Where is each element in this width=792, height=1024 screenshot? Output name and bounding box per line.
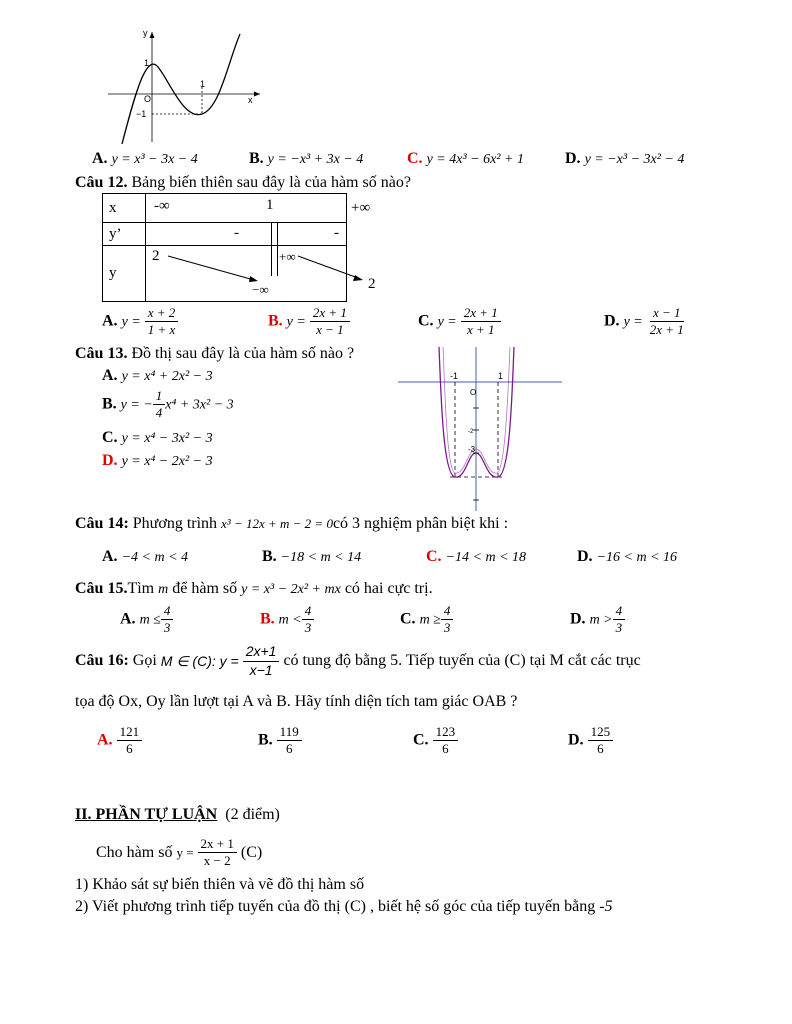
q14-post: có 3 nghiệm phân biệt khi : — [332, 515, 509, 532]
q16-set: M ∈ (C): y = — [160, 652, 239, 669]
option-expr: y = x³ − 3x − 4 — [111, 152, 198, 167]
option-expr: −18 < m < 14 — [280, 550, 362, 565]
option-fraction — [647, 305, 687, 339]
option-pre: y = — [286, 314, 306, 330]
q12-text: Bảng biến thiên sau đây là của hàm số nào? — [131, 174, 411, 191]
option-fraction — [310, 305, 350, 339]
part2-intro — [96, 836, 262, 870]
q14-option-d[interactable] — [577, 548, 677, 566]
option-fraction — [117, 724, 143, 758]
option-expr: −4 < m < 4 — [121, 550, 189, 565]
option-pre: m < — [278, 612, 302, 628]
part2-fn-pre: y = — [176, 844, 194, 860]
vt-sign-2: - — [334, 225, 339, 241]
part2-item-2-text: 2) Viết phương trình tiếp tuyến của đồ thị (C) , biết hệ số góc của tiếp tuyến bằng — [75, 898, 596, 915]
q13-label-o: O — [470, 388, 477, 397]
q16-option-a[interactable] — [97, 724, 142, 758]
q13-question — [75, 345, 354, 363]
q11-graph — [100, 22, 270, 152]
q14-pre: Phương trình — [132, 515, 218, 532]
q11-one-top: 1 — [144, 58, 150, 68]
q16-line2: tọa độ Ox, Oy lần lượt tại A và B. Hãy tính diện tích tam giác OAB ? — [75, 693, 518, 710]
option-post: x⁴ + 3x² − 3 — [165, 397, 234, 413]
option-fraction — [161, 603, 174, 637]
option-pre: y = — [121, 314, 141, 330]
q12-option-d[interactable] — [604, 305, 687, 339]
fraction-numerator: 4 — [613, 603, 626, 620]
option-label: D. — [604, 312, 620, 330]
fraction-numerator: 123 — [433, 724, 459, 741]
q13-text: Đồ thị sau đây là của hàm số nào ? — [131, 345, 355, 362]
option-expr: y = −x³ + 3x − 4 — [267, 152, 364, 167]
q15-option-b[interactable] — [260, 603, 314, 637]
option-expr: y = 4x³ − 6x² + 1 — [426, 152, 524, 167]
fraction-denominator: 6 — [597, 741, 604, 757]
q11-option-d[interactable] — [565, 150, 684, 168]
option-label: C. — [407, 150, 423, 167]
option-fraction — [433, 724, 459, 758]
q13-option-a[interactable] — [102, 367, 213, 385]
fraction-denominator: x − 1 — [316, 322, 344, 338]
fraction-denominator: 3 — [615, 620, 623, 636]
fraction-numerator: 2x + 1 — [461, 305, 501, 322]
option-label: D. — [565, 150, 581, 167]
fraction-denominator: x + 1 — [466, 322, 495, 338]
fraction-numerator: 4 — [441, 603, 454, 620]
q16-post: có tung độ bằng 5. Tiếp tuyến của (C) tại M cắt các trục — [283, 652, 641, 669]
option-label: A. — [92, 150, 108, 167]
option-expr: −14 < m < 18 — [445, 550, 527, 565]
part2-points: (2 điểm) — [225, 806, 280, 823]
q13-graph — [396, 345, 566, 513]
option-fraction — [461, 305, 501, 339]
option-label: C. — [426, 548, 442, 565]
fraction-denominator: 6 — [442, 741, 449, 757]
vt-pos-inf: +∞ — [351, 200, 371, 216]
q15-title: Câu 15. — [75, 580, 128, 597]
fraction-denominator: 3 — [163, 620, 171, 636]
option-fraction — [153, 388, 166, 422]
q12-question — [75, 174, 411, 192]
vt-two-left: 2 — [152, 248, 160, 264]
q16-option-c[interactable] — [413, 724, 458, 758]
q13-label-p1: 1 — [498, 371, 504, 381]
q14-expr: x³ − 12x + m − 2 = 0 — [221, 516, 333, 531]
q15-pre: Tìm — [127, 580, 155, 597]
fraction-denominator: 3 — [443, 620, 451, 636]
q16-title: Câu 16: — [75, 652, 129, 669]
option-label: A. — [102, 367, 118, 384]
q13-label-m3: -3 — [468, 445, 476, 454]
fraction-numerator: x + 2 — [145, 305, 179, 322]
q13-title: Câu 13. — [75, 345, 128, 362]
part2-intro-text: Cho hàm số — [96, 843, 173, 861]
q15-expr: y = x³ − 2x² + mx — [241, 582, 341, 597]
option-label: C. — [413, 731, 429, 749]
q15-option-d[interactable] — [570, 603, 625, 637]
fraction-numerator: 2x + 1 — [198, 836, 237, 853]
option-label: D. — [577, 548, 593, 565]
option-label: A. — [102, 548, 118, 565]
q16-pre: Gọi — [132, 652, 157, 669]
vt-arrows — [146, 246, 386, 302]
option-pre: m > — [589, 612, 613, 628]
option-label: D. — [568, 731, 584, 749]
vt-one: 1 — [266, 197, 274, 213]
q12-option-c[interactable] — [418, 305, 501, 339]
q15-mid: để hàm số — [172, 580, 238, 597]
q15-question — [75, 580, 433, 598]
q13-option-d[interactable] — [102, 452, 213, 470]
part2-heading-line — [75, 806, 280, 824]
fraction-numerator: x − 1 — [650, 305, 684, 322]
q15-m: m — [158, 582, 169, 597]
q14-title: Câu 14: — [75, 515, 129, 532]
q11-minus-one: −1 — [136, 109, 147, 119]
q14-option-c[interactable] — [426, 548, 526, 566]
q15-post: có hai cực trị. — [344, 580, 433, 597]
option-label: A. — [120, 610, 136, 628]
part2-item-1: 1) Khảo sát sự biến thiên và vẽ đồ thị hàm số — [75, 876, 365, 893]
part2-fn-post: (C) — [240, 843, 263, 861]
q13-option-b[interactable] — [102, 388, 234, 422]
vt-two-right: 2 — [368, 276, 376, 292]
option-label: D. — [102, 452, 118, 469]
q14-option-a[interactable] — [102, 548, 188, 566]
option-fraction — [613, 603, 626, 637]
option-label: B. — [262, 548, 277, 565]
option-label: A. — [102, 312, 118, 330]
option-label: B. — [249, 150, 264, 167]
fraction-denominator: 2x + 1 — [649, 322, 684, 338]
option-fraction — [145, 305, 179, 339]
fraction-denominator: x−1 — [249, 661, 273, 678]
part2-heading: II. PHẦN TỰ LUẬN — [75, 806, 218, 823]
vt-row-yp: y’ — [103, 223, 146, 246]
option-pre: y = — [437, 314, 457, 330]
q11-one-x: 1 — [200, 79, 206, 89]
vt-row-x: x — [103, 194, 146, 223]
q16-option-b[interactable] — [258, 724, 302, 758]
vt-row-y: y — [103, 246, 146, 302]
option-pre: y = — [623, 314, 643, 330]
option-label: B. — [102, 395, 117, 413]
fraction-numerator: 1 — [153, 388, 166, 405]
option-fraction — [441, 603, 454, 637]
option-fraction — [302, 603, 315, 637]
vt-minus-inf: −∞ — [252, 282, 269, 297]
option-fraction — [277, 724, 302, 758]
option-expr: y = −x³ − 3x² − 4 — [584, 152, 685, 167]
variation-table — [102, 193, 376, 302]
q12-option-a[interactable] — [102, 305, 178, 339]
option-expr: y = x⁴ − 3x² − 3 — [121, 431, 213, 446]
option-label: D. — [570, 610, 586, 628]
fraction-numerator: 125 — [588, 724, 614, 741]
option-expr: −16 < m < 16 — [596, 550, 678, 565]
q16-fraction — [243, 643, 280, 679]
option-label: C. — [102, 429, 118, 446]
option-pre: y = − — [120, 397, 153, 413]
q11-y-label: y — [143, 28, 148, 38]
q11-option-b[interactable] — [249, 150, 363, 168]
fraction-denominator: x − 2 — [203, 853, 231, 869]
part2-item-2-value: -5 — [599, 898, 613, 915]
vt-double-bar — [271, 223, 278, 246]
q15-option-a[interactable] — [120, 603, 173, 637]
q13-label-m1: -1 — [450, 371, 459, 381]
fraction-numerator: 4 — [161, 603, 174, 620]
fraction-denominator: 3 — [304, 620, 312, 636]
q11-o-label: O — [144, 94, 152, 104]
option-expr: y = x⁴ − 2x² − 3 — [121, 454, 213, 469]
option-fraction — [588, 724, 614, 758]
option-label: A. — [97, 731, 113, 749]
option-pre: m ≤ — [139, 612, 161, 628]
option-pre: m ≥ — [419, 612, 441, 628]
q14-question — [75, 515, 508, 533]
part2-item-2 — [75, 898, 613, 916]
q15-option-c[interactable] — [400, 603, 453, 637]
q12-title: Câu 12. — [75, 174, 128, 191]
fraction-numerator: 4 — [302, 603, 315, 620]
option-label: B. — [260, 610, 275, 628]
fraction-numerator: 121 — [117, 724, 143, 741]
q16-option-d[interactable] — [568, 724, 613, 758]
option-expr: y = x⁴ + 2x² − 3 — [121, 369, 213, 384]
fraction-numerator: 2x+1 — [243, 643, 280, 662]
fraction-numerator: 119 — [277, 724, 302, 741]
q13-label-m2: -2 — [468, 429, 474, 435]
q14-option-b[interactable] — [262, 548, 361, 566]
vt-plus-inf: +∞ — [279, 249, 296, 264]
q11-x-label: x — [248, 95, 253, 105]
q13-option-c[interactable] — [102, 429, 213, 447]
q11-option-c[interactable] — [407, 150, 524, 168]
fraction-denominator: 6 — [126, 741, 133, 757]
option-label: C. — [418, 312, 434, 330]
q12-option-b[interactable] — [268, 305, 350, 339]
fraction-denominator: 4 — [155, 405, 163, 421]
fraction-denominator: 1 + x — [147, 322, 176, 338]
vt-neg-inf: -∞ — [154, 198, 170, 214]
q16-question — [75, 643, 641, 679]
option-label: B. — [258, 731, 273, 749]
fraction-denominator: 6 — [285, 741, 293, 757]
vt-sign-1: - — [234, 225, 239, 241]
option-label: B. — [268, 312, 283, 330]
part2-fraction — [198, 836, 237, 870]
q11-option-a[interactable] — [92, 150, 198, 168]
option-label: C. — [400, 610, 416, 628]
fraction-numerator: 2x + 1 — [310, 305, 350, 322]
